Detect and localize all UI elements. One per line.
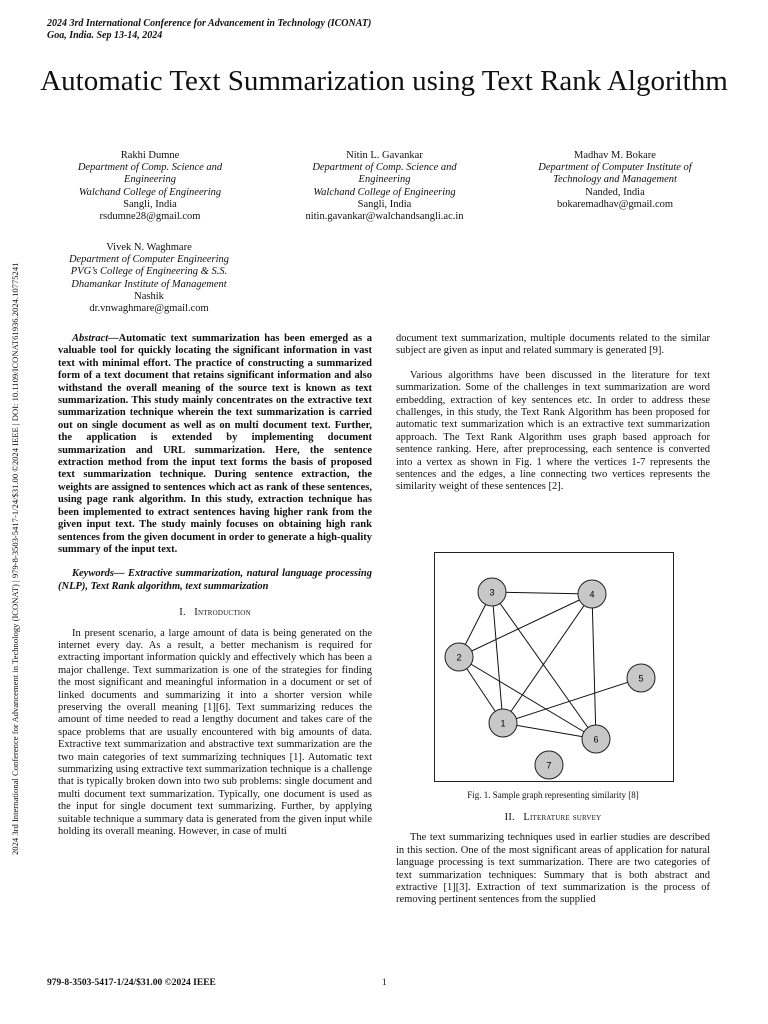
author-block [292, 150, 477, 223]
keywords-text: Extractive summarization, natural language processing (NLP), Text Rank algorithm, text summarization [58, 568, 372, 592]
section-title: Literature survey [523, 812, 602, 823]
literature-survey-text: The text summarizing techniques used in earlier studies are described in this section. One of the most significant areas of application for natural language processing is text summarization. There are two categories of text summarization techniques: Summary that is both abstract and extractive [1][3]. Extraction of text summarization is the process of removing pertinent sentences from the supplied [396, 832, 710, 906]
author-affiliation: Walchand College of Engineering [313, 186, 456, 198]
author-affiliation: Department of Comp. Science and Engineering [77, 162, 223, 186]
section-heading-introduction [58, 607, 372, 619]
section-title: Introduction [194, 607, 251, 619]
graph-svg [435, 553, 673, 781]
paragraph: document text summarization, multiple documents related to the similar subject are given as input and related summary is generated [9]. [396, 333, 710, 357]
graph-node-2 [445, 643, 473, 671]
graph-node-1 [489, 709, 517, 737]
author-email[interactable]: nitin.gavankar@walchandsangli.ac.in [305, 211, 464, 223]
author-name: Rakhi Dumne [120, 150, 180, 161]
graph-node-label: 5 [638, 673, 644, 684]
author-affiliation: Department of Computer Institute of Technology and Management [538, 162, 692, 186]
author-affiliation: PVG’s College of Engineering & S.S. Dhamankar Institute of Management [70, 266, 228, 290]
author-affiliation: Department of Computer Engineering [68, 254, 230, 266]
doi-sidebar: 2024 3rd International Conference for Advancement in Technology (ICONAT) | 979-8-3503-5417-1/24/$31.00 ©2024 IEEE | DOI: 10.1109/ICONAT61936.2024.10775241 [10, 262, 20, 855]
abstract-label: Abstract [72, 333, 109, 344]
author-place: Nashik [134, 290, 164, 302]
paper-title: Automatic Text Summarization using Text Rank Algorithm [40, 65, 728, 97]
page-number: 1 [382, 978, 387, 988]
author-name: Madhav M. Bokare [574, 150, 656, 161]
author-place: Sangli, India [357, 198, 412, 210]
graph-edge-2-6 [459, 657, 596, 739]
author-place: Sangli, India [123, 198, 177, 210]
author-block [55, 242, 243, 315]
left-column [58, 333, 372, 838]
section-number: I. [179, 607, 186, 619]
footer-isbn: 979-8-3503-5417-1/24/$31.00 ©2024 IEEE [47, 978, 216, 988]
conference-name: 2024 3rd International Conference for Advancement in Technology (ICONAT) [47, 18, 372, 29]
graph-edge-3-4 [492, 592, 592, 594]
graph-edge-1-5 [503, 678, 641, 723]
author-block [60, 150, 240, 223]
author-email[interactable]: rsdumne28@gmail.com [99, 211, 201, 223]
figure-caption: Fig. 1. Sample graph representing similarity [8] [467, 790, 639, 800]
author-place: Nanded, India [585, 186, 645, 198]
abstract [58, 333, 372, 556]
graph-node-3 [478, 578, 506, 606]
paragraph: Various algorithms have been discussed in the literature for text summarization. Some of the challenges in text summarization are word embedding, extraction of key sentences etc. In order to address these challenges, in this study, the Text Rank Algorithm has been proposed for automatic text summarization which is an extractive text summarization approach. The Text Rank Algorithm uses graph based approach for sentence ranking. Here, after preprocessing, each sentence is converted into a vertex as shown in Fig. 1 where the vertices 1-7 represents the sentences and the edges, a line connecting two vertices represents the similarity weight of these sentences [2]. [396, 369, 710, 493]
graph-node-5 [627, 664, 655, 692]
author-block [530, 150, 700, 211]
author-email[interactable]: dr.vnwaghmare@gmail.com [89, 303, 209, 315]
right-column-top [396, 333, 710, 494]
similarity-graph-figure [434, 552, 674, 782]
section-heading-literature-survey [396, 812, 710, 824]
author-affiliation: Walchand College of Engineering [78, 186, 222, 198]
section-number: II. [504, 812, 515, 823]
graph-node-6 [582, 725, 610, 753]
graph-edge-1-3 [492, 592, 503, 723]
author-affiliation: Department of Comp. Science and Engineering [312, 162, 457, 186]
graph-node-label: 6 [593, 734, 599, 745]
graph-node-label: 4 [589, 589, 595, 600]
introduction-text: In present scenario, a large amount of data is being generated on the internet every day. As a result, a better mechanism is required for extracting important information quickly and effectively which has been a major challenge. Text summarization is one of the strategies for finding the most significant and meaningful information in a document or set of linked documents and summarizing it into a shorter version while preserving the overall meaning [1][6]. Text summarizing reduces the amount of time needed to read a lengthy document and takes care of the space problems that are usually encountered with big amounts of data. Extractive text summarization and abstractive text summarization are the two main categories of text summarizing techniques [1]. Automatic text summarizing using extractive text summarization technique is a challenge that is typically broken down into two sub problems: single document and multi document text summarization. Typically, one document is used as the input for single document text summarizing. Further, by applying suitable technique a summary data is generated from the given input while holding its overall meaning. However, in case of multi [58, 627, 372, 838]
conference-header [47, 18, 371, 42]
abstract-text: —Automatic text summarization has been emerged as a valuable tool for quickly locating the significant information in vast text with minimal effort. The practice of constructing a summarized form of a text document that retains significant information and also withstand the overall meaning of the source text is known as text summarization. This study mainly concentrates on the extractive text summarization technique wherein the text summarization is carried out on single document as well as on multi document text. Further, the application is extended by implementing document summarization and URL summarization. Here, the sentence extraction method from the input text forms the basis of proposed text summarization technique. During sentence extraction, the weights are assigned to sentences which act as rank of these sentences, using page rank algorithm. In this study, extraction technique has been implemented to extract sentences having higher rank from the given input text. The study mainly focuses on obtaining high rank sentences from the given document in order to generate a high-quality summary of the input text. [58, 333, 372, 555]
graph-node-4 [578, 580, 606, 608]
graph-edge-4-6 [592, 594, 596, 739]
author-email[interactable]: bokaremadhav@gmail.com [556, 198, 674, 210]
graph-node-label: 7 [546, 760, 552, 771]
graph-node-label: 3 [489, 587, 495, 598]
keywords-label: Keywords— [72, 568, 125, 580]
author-name: Vivek N. Waghmare [106, 242, 192, 253]
right-column-bottom [396, 812, 710, 907]
author-name: Nitin L. Gavankar [346, 150, 423, 161]
graph-node-label: 2 [456, 652, 462, 663]
graph-node-7 [535, 751, 563, 779]
graph-node-label: 1 [500, 718, 506, 729]
conference-location: Goa, India. Sep 13-14, 2024 [47, 30, 163, 41]
graph-edge-1-4 [503, 594, 592, 723]
keywords [58, 568, 372, 593]
graph-edge-2-4 [459, 594, 592, 657]
